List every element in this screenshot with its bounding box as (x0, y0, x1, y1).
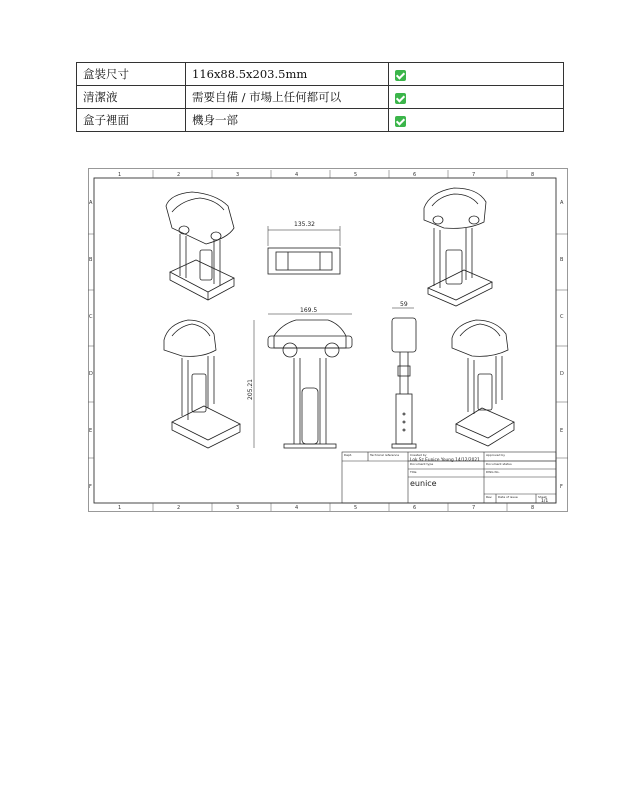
col-label-2: 2 (177, 172, 181, 178)
row-label-a: A (89, 200, 93, 206)
check-icon (395, 70, 406, 81)
created-by-value: Lok Sz Eunice Young 14/12/2021 (410, 458, 480, 463)
row-label-d-right: D (560, 371, 564, 377)
col-label-8: 8 (531, 172, 535, 178)
row-value: 機身一部 (186, 109, 389, 132)
row-label-a-right: A (560, 200, 564, 206)
row-label-f-right: F (560, 484, 563, 490)
label-rev: Rev. (486, 495, 493, 499)
row-ruler (88, 234, 568, 458)
row-status (389, 63, 564, 86)
row-label-c-right: C (560, 314, 564, 320)
row-label-e: E (89, 428, 93, 434)
col-label-5-bottom: 5 (354, 505, 358, 511)
col-label-3: 3 (236, 172, 240, 178)
isometric-view-top-right (424, 188, 492, 306)
sheet-value: 1/1 (541, 499, 549, 504)
label-date-of-issue: Date of issue (498, 495, 518, 499)
isometric-view-bottom-left (164, 320, 240, 448)
isometric-view-top-left (166, 192, 234, 300)
dim-front-width: 169.5 (300, 307, 318, 314)
col-label-7: 7 (472, 172, 476, 178)
row-value: 116x88.5x203.5mm (186, 63, 389, 86)
label-dept: Dept. (344, 453, 353, 457)
col-label-5: 5 (354, 172, 358, 178)
label-dwg-no: DWG No. (486, 470, 500, 474)
row-status (389, 109, 564, 132)
row-label-f: F (89, 484, 92, 490)
col-label-7-bottom: 7 (472, 505, 476, 511)
side-view (392, 318, 416, 448)
label-sheet: Sheet (538, 495, 547, 499)
label-approved-by: Approved by (486, 453, 506, 457)
drawing-title: eunice (410, 479, 437, 488)
col-label-4: 4 (295, 172, 299, 178)
row-label: 清潔液 (77, 86, 186, 109)
row-label-b: B (89, 257, 93, 263)
col-label-2-bottom: 2 (177, 505, 181, 511)
table-row (77, 63, 564, 86)
row-status (389, 86, 564, 109)
col-label-6: 6 (413, 172, 417, 178)
label-created-by: Created by (410, 453, 427, 457)
row-label-e-right: E (560, 428, 564, 434)
table-row (77, 109, 564, 132)
label-technical-reference: Technical reference (370, 453, 400, 457)
isometric-view-bottom-right (452, 320, 514, 446)
dim-side-width: 59 (400, 301, 408, 308)
row-value: 需要自備 / 市場上任何都可以 (186, 86, 389, 109)
table-row (77, 86, 564, 109)
spec-table (76, 62, 564, 132)
label-document-type: Document type (410, 462, 434, 466)
top-view (268, 226, 340, 274)
col-label-8-bottom: 8 (531, 505, 535, 511)
col-label-1: 1 (118, 172, 122, 178)
dim-front-height: 205.21 (247, 379, 254, 400)
col-label-3-bottom: 3 (236, 505, 240, 511)
technical-drawing (88, 168, 568, 512)
col-label-6-bottom: 6 (413, 505, 417, 511)
row-label-c: C (89, 314, 93, 320)
check-icon (395, 116, 406, 127)
front-view (254, 314, 352, 448)
check-icon (395, 93, 406, 104)
row-label-b-right: B (560, 257, 564, 263)
label-title: Title (410, 470, 417, 474)
label-document-status: Document status (486, 462, 512, 466)
dim-top-width: 135.32 (294, 221, 315, 228)
col-label-1-bottom: 1 (118, 505, 122, 511)
row-label: 盒子裡面 (77, 109, 186, 132)
row-label-d: D (89, 371, 93, 377)
row-label: 盒裝尺寸 (77, 63, 186, 86)
col-label-4-bottom: 4 (295, 505, 299, 511)
